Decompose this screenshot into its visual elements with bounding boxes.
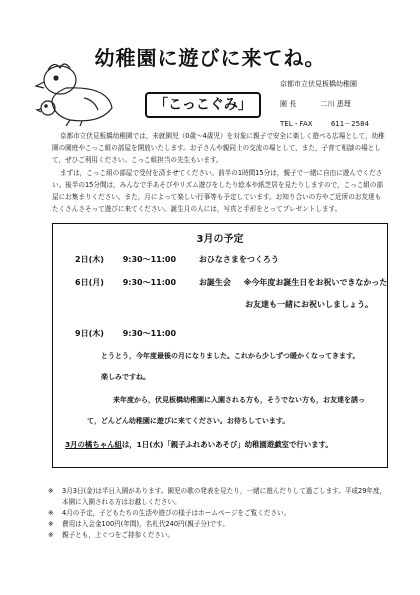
principal-row xyxy=(280,99,351,109)
note-mark: ※ xyxy=(48,520,54,528)
note-mark: ※ xyxy=(48,509,54,517)
group-name-box: 「こっこぐみ」 xyxy=(145,92,261,118)
intro-paragraph: 京都市立伏見板橋幼稚園では，未就園児（0歳～4歳児）を対象に親子で安全に楽しく遊べる広場として，幼稚園の園庭やこっこ組の部屋を開放いたします。お子さんや親同士の交流の場として，また，子育て相談の場として，ぜひご利用ください。こっこ組担当の先生もいます。 xyxy=(52,132,385,165)
event-time: 9:30～11:00 xyxy=(122,329,177,338)
event-name: おひなさまをつくろう xyxy=(198,255,279,264)
message-line: とうとう，今年度最後の月になりました。これから少しずつ暖かくなってきます。 xyxy=(101,352,360,360)
notice-detail: は，1日(水)「親子ふれあいあそび」幼稚園遊戯室で行います。 xyxy=(121,440,333,449)
event-row xyxy=(75,328,176,339)
event-row xyxy=(75,254,279,265)
message-line: 来年度から，伏見板橋幼稚園に入園される方も，そうでない方も，お友達を誘っ xyxy=(113,396,365,404)
notice-group-name: 3月の橘ちゃん組 xyxy=(65,440,122,449)
event-time: 9:30～11:00 xyxy=(122,278,177,287)
notes-list xyxy=(48,486,388,541)
note-text: 4月の予定，子どもたちの生活や遊びの様子はホームページをご覧ください。 xyxy=(62,509,291,517)
event-name: お誕生会 xyxy=(198,278,231,287)
event-date: 9日(木) xyxy=(75,329,104,338)
intro-paragraph: まずは，こっこ組の部屋で受付を済ませてください。前半の1時間15分は，親子で一緒に自由に遊んでください。後半の15分間は，みんなで手あそびやリズム遊びをしたり絵本や紙芝居を見たりしますので，こっこ組の部屋にお集まりください。また，月によって楽しい行事等も予定しています。お知り合いの方やご近所のお友達もたくさんさそって遊びに来てください。誕生月の人には，写真と手形をとってプレゼントします。 xyxy=(52,168,384,214)
note-item xyxy=(48,486,388,508)
message-line: て，どんどん幼稚園に遊びに来てください。お待ちしています。 xyxy=(87,417,290,425)
note-text: 費用は入会金100円(年間)，名札代240円(親子分)です。 xyxy=(62,520,229,528)
note-mark: ※ xyxy=(48,531,54,539)
note-text: 親子とも，上ぐつをご持参ください。 xyxy=(62,531,175,539)
note-text: 3月3日(金)は半日入園があります。園児の歌の発表を見たり，一緒に遊んだりして過ごします。平成29年度，本園に入園される方はお越しください。 xyxy=(62,487,387,506)
principal-name: 二川 恵理 xyxy=(320,100,351,108)
notice-line xyxy=(65,439,333,450)
schedule-title: 3月の予定 xyxy=(196,234,244,245)
tel-number: 611－2584 xyxy=(330,120,369,128)
principal-label: 園 長 xyxy=(280,100,297,108)
event-note: ※今年度お誕生日をお祝いできなかった xyxy=(243,278,388,287)
event-date: 6日(月) xyxy=(75,278,104,287)
note-item xyxy=(48,530,388,541)
message-line: 楽しみですね。 xyxy=(101,373,150,381)
event-date: 2日(木) xyxy=(75,255,104,264)
school-name: 京都市立伏見板橋幼稚園 xyxy=(280,80,357,88)
chick-illustration xyxy=(30,58,122,126)
intro-text xyxy=(52,130,387,215)
note-item xyxy=(48,508,388,519)
event-time: 9:30～11:00 xyxy=(122,255,177,264)
contact-row xyxy=(280,119,369,129)
note-item xyxy=(48,519,388,530)
page-title: 幼稚園に遊びに来てね。 xyxy=(94,46,326,70)
schedule-box xyxy=(52,223,388,468)
note-mark: ※ xyxy=(48,487,54,495)
tel-label: TEL・FAX xyxy=(280,120,313,128)
event-note-continued: お友達も一緒にお祝いしましょう。 xyxy=(245,300,373,309)
event-row xyxy=(75,277,387,288)
